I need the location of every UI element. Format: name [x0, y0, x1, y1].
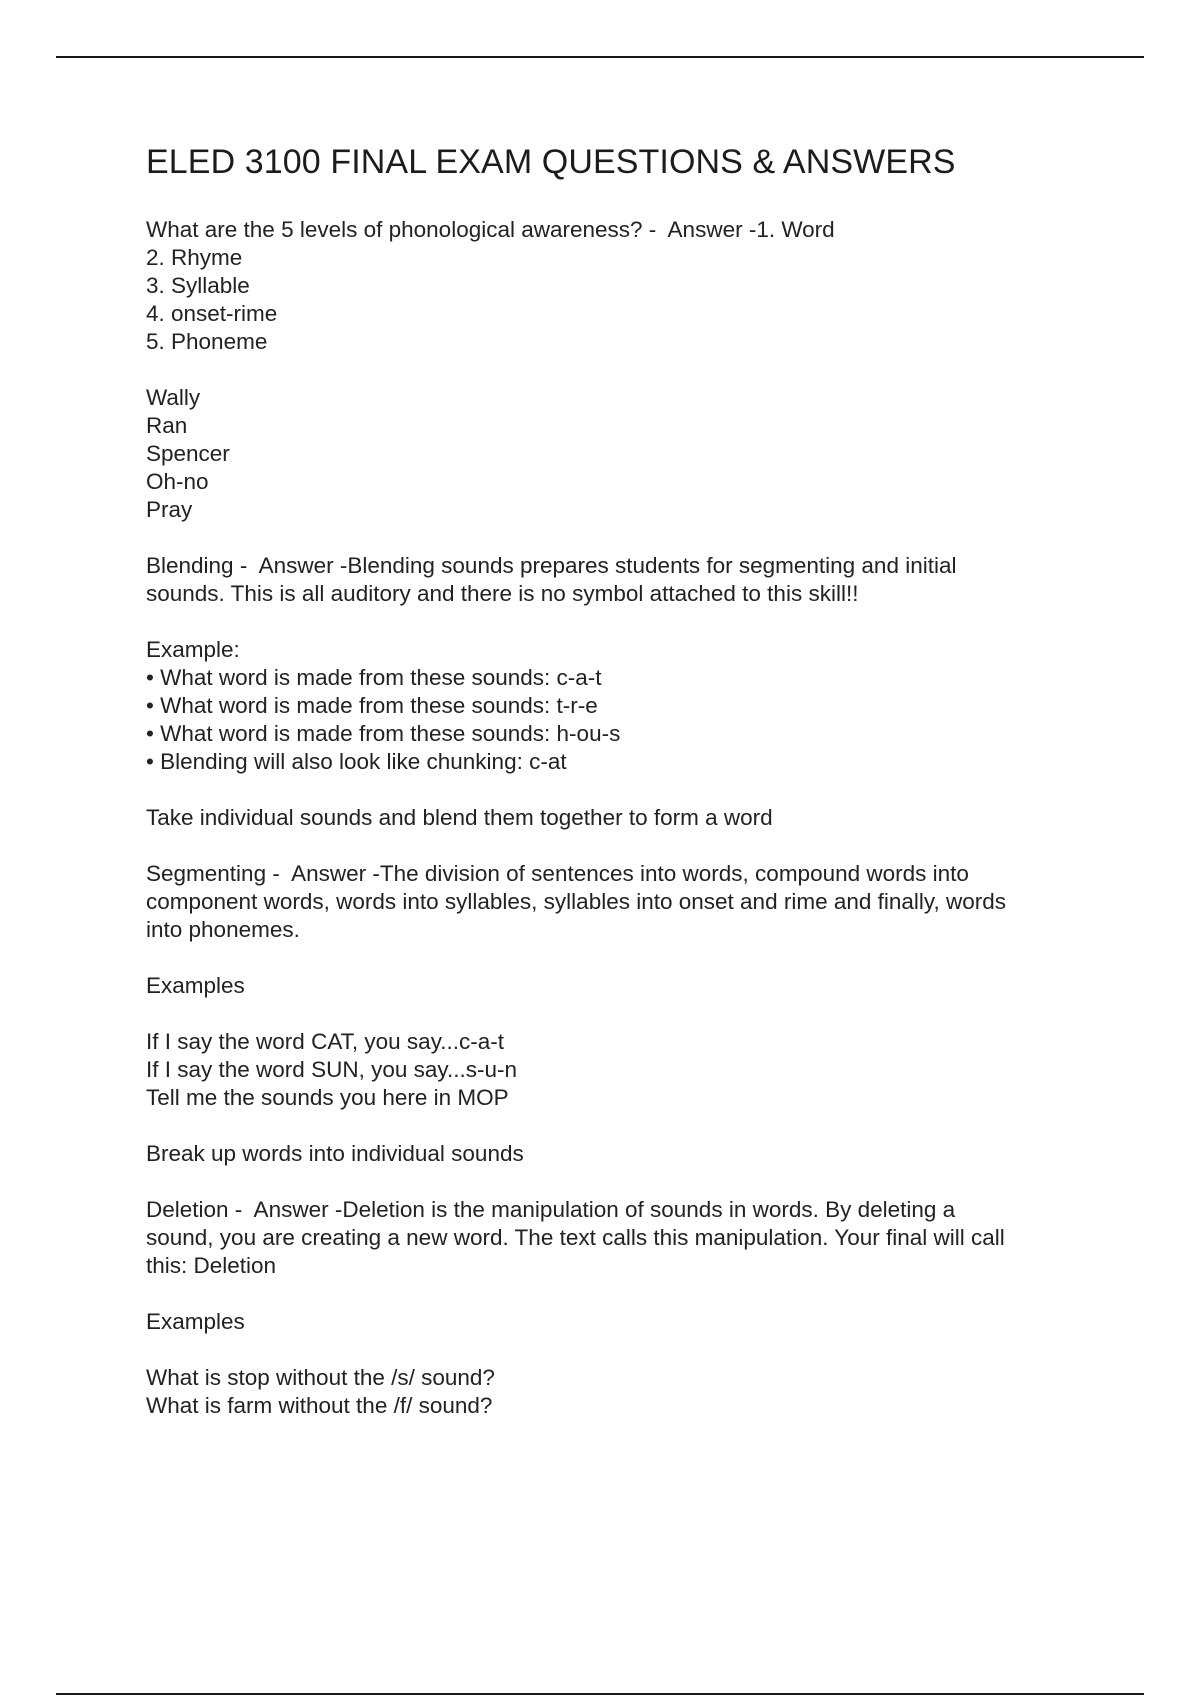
text-line: Segmenting - Answer -The division of sentences into words, compound words into	[146, 861, 969, 886]
blending-summary	[146, 804, 1086, 832]
text-line: Wally	[146, 385, 201, 410]
text-line: Example:	[146, 637, 240, 662]
segmenting-summary	[146, 1140, 1086, 1168]
text-line: into phonemes.	[146, 917, 300, 942]
text-line: sound, you are creating a new word. The text calls this manipulation. Your final will call	[146, 1225, 1005, 1250]
text-line: Pray	[146, 497, 193, 522]
text-line: What are the 5 levels of phonological awareness? - Answer -1. Word	[146, 217, 835, 242]
bullet-item: • Blending will also look like chunking: c-at	[146, 749, 567, 774]
bullet-item: • What word is made from these sounds: c-a-t	[146, 665, 602, 690]
text-line: Tell me the sounds you here in MOP	[146, 1085, 509, 1110]
text-line: 5. Phoneme	[146, 329, 268, 354]
bullet-item: • What word is made from these sounds: h-ou-s	[146, 721, 621, 746]
text-line: 2. Rhyme	[146, 245, 243, 270]
text-line: What is farm without the /f/ sound?	[146, 1393, 493, 1418]
text-line: If I say the word SUN, you say...s-u-n	[146, 1057, 517, 1082]
segmenting-answer	[146, 860, 1086, 944]
text-line: Examples	[146, 1309, 245, 1334]
text-line: this: Deletion	[146, 1253, 277, 1278]
page-bottom-rule	[56, 1693, 1144, 1695]
text-line: Ran	[146, 413, 188, 438]
blending-answer	[146, 552, 1086, 608]
text-line: 4. onset-rime	[146, 301, 278, 326]
text-line: Spencer	[146, 441, 230, 466]
mnemonic-list	[146, 384, 1086, 524]
text-line: Deletion - Answer -Deletion is the manipulation of sounds in words. By deleting a	[146, 1197, 956, 1222]
deletion-examples-heading	[146, 1308, 1086, 1336]
text-line: Break up words into individual sounds	[146, 1141, 524, 1166]
segmenting-examples-heading	[146, 972, 1086, 1000]
page-top-rule	[56, 56, 1144, 58]
text-line: If I say the word CAT, you say...c-a-t	[146, 1029, 505, 1054]
document-body	[146, 140, 1086, 1448]
segmenting-examples	[146, 1028, 1086, 1112]
text-line: Examples	[146, 973, 245, 998]
deletion-answer	[146, 1196, 1086, 1280]
text-line: Blending - Answer -Blending sounds prepares students for segmenting and initial	[146, 553, 957, 578]
phonological-levels-answer	[146, 216, 1086, 356]
bullet-item: • What word is made from these sounds: t-r-e	[146, 693, 598, 718]
text-line: component words, words into syllables, syllables into onset and rime and finally, words	[146, 889, 1006, 914]
text-line: Take individual sounds and blend them together to form a word	[146, 805, 773, 830]
deletion-examples	[146, 1364, 1086, 1420]
blending-examples	[146, 636, 1086, 776]
text-line: Oh-no	[146, 469, 209, 494]
text-line: sounds. This is all auditory and there is no symbol attached to this skill!!	[146, 581, 859, 606]
text-line: What is stop without the /s/ sound?	[146, 1365, 495, 1390]
document-title: ELED 3100 FINAL EXAM QUESTIONS & ANSWERS	[146, 143, 956, 181]
text-line: 3. Syllable	[146, 273, 250, 298]
